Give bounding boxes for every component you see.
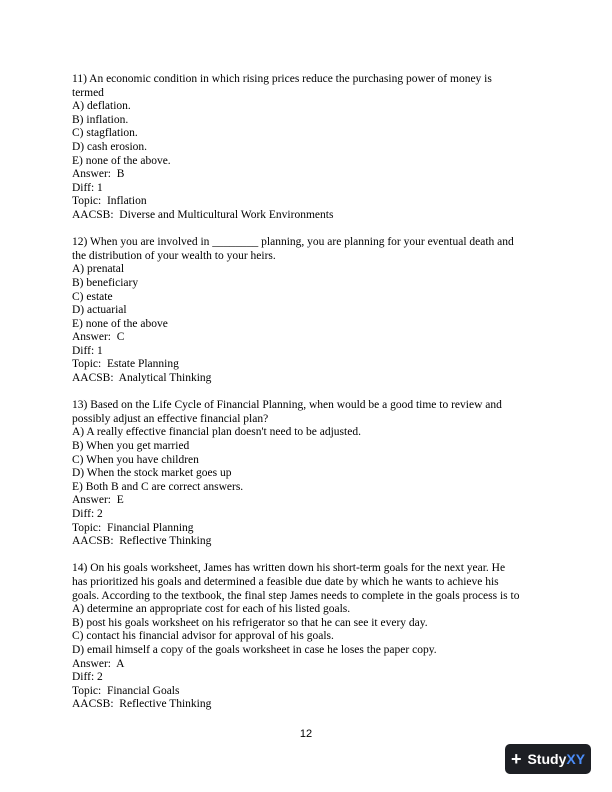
question-12 xyxy=(72,236,542,386)
answer: Answer: A xyxy=(72,657,125,670)
option-e: E) none of the above xyxy=(72,317,168,330)
difficulty: Diff: 1 xyxy=(72,181,103,194)
difficulty: Diff: 1 xyxy=(72,344,103,357)
option-b: B) inflation. xyxy=(72,113,129,126)
option-b: B) post his goals worksheet on his refrigerator so that he can see it every day. xyxy=(72,616,428,629)
document-body xyxy=(72,73,542,726)
option-c: C) When you have children xyxy=(72,453,199,466)
question-text: 13) Based on the Life Cycle of Financial Planning, when would be a good time to review and xyxy=(72,399,502,412)
question-11 xyxy=(72,73,542,223)
option-d: D) cash erosion. xyxy=(72,140,148,153)
question-text: 11) An economic condition in which rising prices reduce the purchasing power of money is xyxy=(72,73,492,85)
topic: Topic: Inflation xyxy=(72,195,147,208)
option-a: A) deflation. xyxy=(72,100,131,113)
studyxy-badge[interactable] xyxy=(505,744,591,774)
question-text: has prioritized his goals and determined a feasible due date by which he wants to achieve his xyxy=(72,575,499,588)
question-text: 14) On his goals worksheet, James has written down his short-term goals for the next year. He xyxy=(72,562,506,575)
question-14 xyxy=(72,562,542,712)
option-d: D) email himself a copy of the goals worksheet in case he loses the paper copy. xyxy=(72,643,437,656)
topic: Topic: Estate Planning xyxy=(72,358,179,371)
option-c: C) estate xyxy=(72,290,113,303)
option-e: E) Both B and C are correct answers. xyxy=(72,480,244,493)
option-b: B) beneficiary xyxy=(72,276,139,289)
option-a: A) A really effective financial plan doesn't need to be adjusted. xyxy=(72,426,361,439)
brand-accent: XY xyxy=(566,751,586,767)
brand-main: Study xyxy=(527,751,567,767)
topic: Topic: Financial Goals xyxy=(72,684,180,697)
option-b: B) When you get married xyxy=(72,440,190,453)
option-a: A) prenatal xyxy=(72,263,125,276)
question-text: 12) When you are involved in ________ planning, you are planning for your eventual death and xyxy=(72,236,514,249)
option-c: C) contact his financial advisor for approval of his goals. xyxy=(72,630,334,643)
option-a: A) determine an appropriate cost for each of his listed goals. xyxy=(72,603,351,616)
page-number: 12 xyxy=(299,728,313,740)
difficulty: Diff: 2 xyxy=(72,508,103,520)
aacsb: AACSB: Analytical Thinking xyxy=(72,372,212,385)
option-e: E) none of the above. xyxy=(72,154,171,167)
aacsb: AACSB: Diverse and Multicultural Work Environments xyxy=(72,208,334,221)
question-text: possibly adjust an effective financial plan? xyxy=(72,412,269,425)
option-d: D) When the stock market goes up xyxy=(72,467,232,480)
plus-icon: + xyxy=(510,749,522,769)
question-text: the distribution of your wealth to your heirs. xyxy=(72,249,276,262)
topic: Topic: Financial Planning xyxy=(72,521,194,534)
answer: Answer: C xyxy=(72,331,125,344)
option-d: D) actuarial xyxy=(72,304,127,317)
question-13 xyxy=(72,399,542,549)
difficulty: Diff: 2 xyxy=(72,671,103,684)
answer: Answer: E xyxy=(72,494,124,507)
question-text: goals. According to the textbook, the final step James needs to complete in the goals process is to xyxy=(72,589,520,602)
aacsb: AACSB: Reflective Thinking xyxy=(72,535,212,548)
aacsb: AACSB: Reflective Thinking xyxy=(72,698,212,711)
brand-name xyxy=(527,751,585,767)
option-c: C) stagflation. xyxy=(72,127,138,140)
question-text: termed xyxy=(72,86,104,99)
answer: Answer: B xyxy=(72,168,125,181)
